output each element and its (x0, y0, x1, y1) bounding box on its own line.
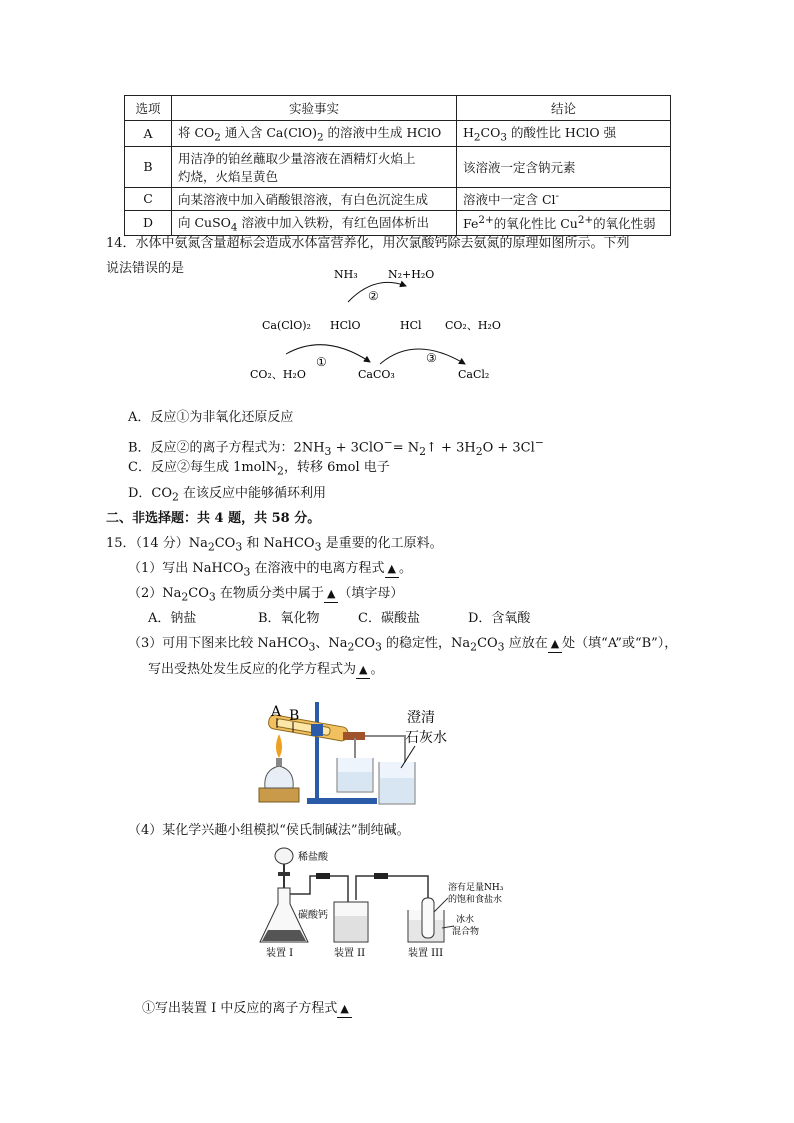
header-conclusion: 结论 (457, 96, 671, 121)
q15-part-2: $(2)Na_2CO_3$ 在物质分类中属于 ▲ （填字母） (128, 586, 404, 604)
label-ice-water-1: 冰水 (456, 915, 475, 925)
label-hcl: HCl (400, 319, 422, 332)
row-fact: 向某溶液中加入硝酸银溶液，有白色沉淀生成 (172, 187, 457, 210)
label-nh3: NH₃ (334, 268, 358, 281)
arrow-reaction-3 (380, 349, 465, 364)
label-ice-water-2: 混合物 (452, 927, 480, 937)
row-option: C (125, 187, 172, 210)
header-option: 选项 (125, 96, 172, 121)
q15-part-2-option-b: B．氧化物 (258, 611, 320, 626)
q14-option-b: B．反应②的离子方程式为：$2NH_3 + 3ClO^-=$ $N_2↑ + 3H_2O + 3Cl^-$ (128, 436, 544, 458)
q15-part-3-line2: 写出受热处发生反应的化学方程式为 ▲ 。 (148, 662, 384, 677)
row-conclusion: $H_2CO_3$ 的酸性比 HClO 强 (457, 121, 671, 147)
q15-part-4: （4）某化学兴趣小组模拟“侯氏制碱法”制纯碱。 (128, 823, 410, 838)
q15-part-1: （1）写出 NaHCO$_3$ 在溶液中的电离方程式 ▲ 。 (128, 561, 412, 579)
row-conclusion: $Fe^{2+}$的氧化性比 $Cu^{2+}$的氧化性弱 (457, 210, 671, 236)
label-reaction-3: ③ (426, 351, 437, 365)
q14-stem-line1: 14．水体中氨氮含量超标会造成水体富营养化，用次氯酸钙除去氨氮的原理如图所示。下列 (106, 236, 630, 251)
table-row (125, 121, 671, 147)
q15-part-2-option-a: A．钠盐 (148, 611, 197, 626)
experiment-table (124, 95, 671, 236)
row-fact: 将 $CO_2$ 通入含 $Ca(ClO)_2$ 的溶液中生成 HClO (172, 121, 457, 147)
q14-option-d: D．$CO_2$ 在该反应中能够循环利用 (128, 486, 327, 504)
q14-option-a: A．反应①为非氧化还原反应 (128, 410, 294, 425)
label-dilute-hcl: 稀盐酸 (298, 852, 328, 863)
table-header-row (125, 96, 671, 121)
q15-stem: 15．（14 分）$Na_2CO_3$ 和 NaHCO$_3$ 是重要的化工原料。 (106, 536, 443, 554)
row-conclusion: 溶液中一定含 Cl- (457, 187, 671, 210)
q15-part-3-line1: （3）可用下图来比较 NaHCO$_3$、$Na_2CO_3$ 的稳定性，$Na_2CO_3$ 应放在 ▲ 处（填“A”或“B”）， (128, 636, 678, 654)
label-limewater-2: 石灰水 (405, 730, 447, 746)
row-option: D (125, 210, 172, 236)
row-option: A (125, 121, 172, 147)
label-hclo: HClO (330, 319, 361, 332)
nh3-leader (434, 898, 448, 912)
label-reaction-1: ① (316, 355, 327, 369)
q15-part-2-option-c: C．碳酸盐 (358, 611, 420, 626)
label-b: B (289, 708, 300, 724)
label-calcium-carbonate: 碳酸钙 (298, 910, 328, 921)
heating-apparatus-figure (255, 698, 475, 810)
table-row (125, 146, 671, 187)
label-n2h2o: N₂+H₂O (388, 268, 435, 281)
q14-stem-line2: 说法错误的是 (106, 261, 185, 276)
row-option: B (125, 146, 172, 187)
label-nh3-saturated-2: 的饱和食盐水 (448, 895, 503, 905)
arrow-reaction-1 (286, 345, 370, 362)
header-fact: 实验事实 (172, 96, 457, 121)
q14-option-c: C．反应②每生成 1molN$_2$，转移 6mol 电子 (128, 460, 390, 478)
label-reaction-2: ② (368, 289, 379, 303)
label-co2-h2o-left: CO₂、H₂O (250, 368, 306, 381)
table-row (125, 187, 671, 210)
reaction-cycle-diagram (240, 262, 530, 392)
label-caclo2: Ca(ClO)₂ (262, 319, 311, 332)
row-fact: 向 CuSO$_4$ 溶液中加入铁粉，有红色固体析出 (172, 210, 457, 236)
section-2-title: 二、非选择题：共 4 题，共 58 分。 (106, 511, 321, 526)
row-fact: 用洁净的铂丝蘸取少量溶液在酒精灯火焰上 灼烧，火焰呈黄色 (172, 146, 457, 187)
q15-part-4-sub-1: ①写出装置 I 中反应的离子方程式 ▲ (142, 1001, 352, 1018)
hou-process-apparatus-figure (258, 842, 518, 962)
label-a: A (271, 704, 282, 720)
label-nh3-saturated-1: 溶有足量NH₃ (448, 883, 504, 893)
label-device-3: 装置 III (408, 948, 444, 959)
label-limewater-1: 澄清 (407, 710, 435, 726)
table-row (125, 210, 671, 236)
row-conclusion: 该溶液一定含钠元素 (457, 146, 671, 187)
label-device-2: 装置 II (334, 948, 366, 959)
label-cacl2: CaCl₂ (458, 368, 490, 381)
label-device-1: 装置 I (266, 948, 294, 959)
label-co2-h2o-right: CO₂、H₂O (445, 319, 501, 332)
q15-part-2-option-d: D．含氧酸 (468, 611, 531, 626)
label-caco3: CaCO₃ (358, 368, 395, 381)
